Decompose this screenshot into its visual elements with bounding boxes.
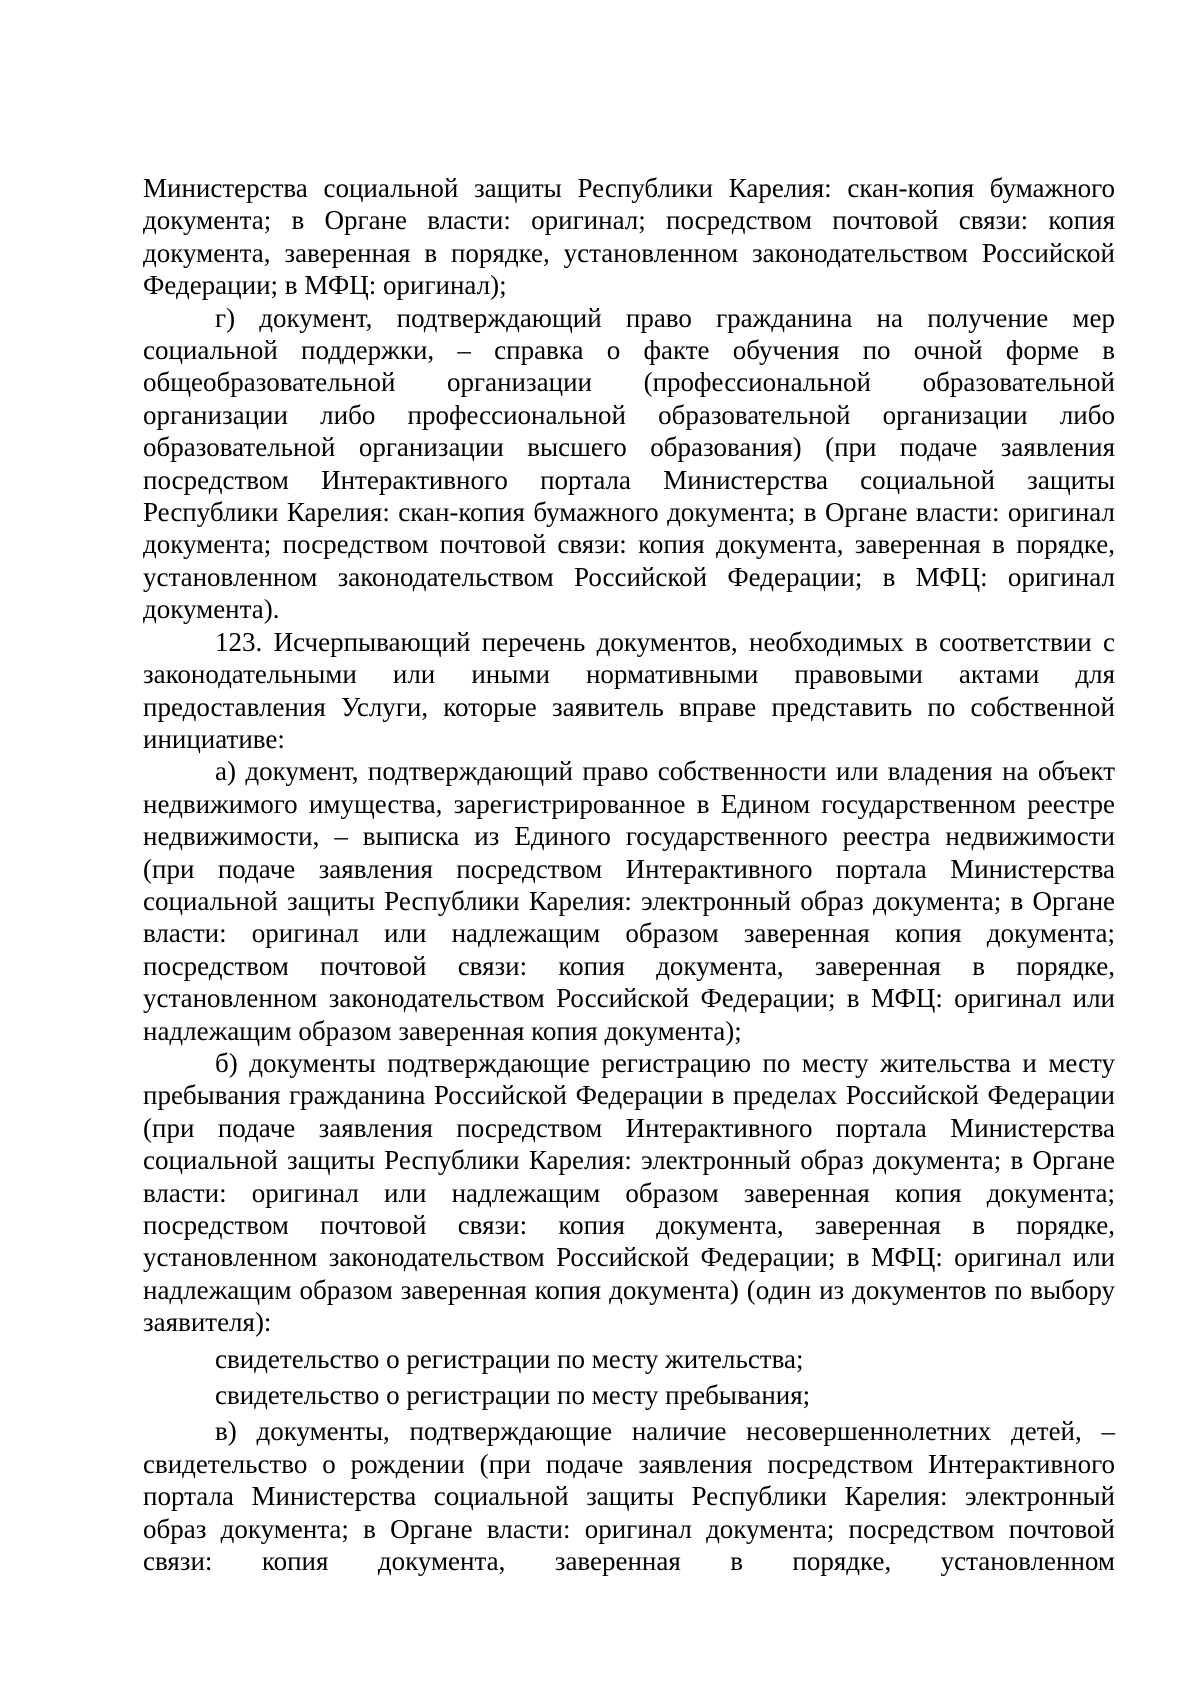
- paragraph-item-g: г) документ, подтверждающий право гражданина на получение мер социальной поддержки, – справка о факте обучения по очной форме в общеобразовательной организации (профессиональной образовательной организации либо профессиональной образовательной организации либо образовательной организации высшего образования) (при подаче заявления посредством Интерактивного портала Министерства социальной защиты Республики Карелия: скан-копия бумажного документа; в Органе власти: оригинал документа; посредством почтовой связи: копия документа, заверенная в порядке, установленном законодательством Российской Федерации; в МФЦ: оригинал документа).: [143, 302, 1115, 625]
- paragraph-item-v: в) документы, подтверждающие наличие несовершеннолетних детей, – свидетельство о рождении (при подаче заявления посредством Интерактивного портала Министерства социальной защиты Республики Карелия: электронный образ документа; в Органе власти: оригинал документа; посредством почтовой связи: копия документа, заверенная в порядке, установленном: [143, 1416, 1115, 1577]
- paragraph-item-b: б) документы подтверждающие регистрацию по месту жительства и месту пребывания гражданина Российской Федерации в пределах Российской Федерации (при подаче заявления посредством Интерактивного портала Министерства социальной защиты Республики Карелия: электронный образ документа; в Органе власти: оригинал или надлежащим образом заверенная копия документа; посредством почтовой связи: копия документа, заверенная в порядке, установленном законодательством Российской Федерации; в МФЦ: оригинал или надлежащим образом заверенная копия документа) (один из документов по выбору заявителя):: [143, 1047, 1115, 1338]
- paragraph-stay-certificate: свидетельство о регистрации по месту пребывания;: [215, 1380, 811, 1411]
- paragraph-item-a: а) документ, подтверждающий право собственности или владения на объект недвижимого имущества, зарегистрированное в Едином государственном реестре недвижимости, – выписка из Единого государственного реестра недвижимости (при подаче заявления посредством Интерактивного портала Министерства социальной защиты Республики Карелия: электронный образ документа; в Органе власти: оригинал или надлежащим образом заверенная копия документа; посредством почтовой связи: копия документа, заверенная в порядке, установленном законодательством Российской Федерации; в МФЦ: оригинал или надлежащим образом заверенная копия документа);: [143, 756, 1115, 1046]
- paragraph-clause-123: 123. Исчерпывающий перечень документов, необходимых в соответствии с законодательными или иными нормативными правовыми актами для предоставления Услуги, которые заявитель вправе представить по собственной инициативе:: [143, 626, 1115, 754]
- paragraph-residence-certificate: свидетельство о регистрации по месту жительства;: [215, 1343, 804, 1374]
- document-body: [143, 172, 1115, 1577]
- paragraph-continuation: Министерства социальной защиты Республики Карелия: скан-копия бумажного документа; в Органе власти: оригинал; посредством почтовой связи: копия документа, заверенная в порядке, установленном законодательством Российской Федерации; в МФЦ: оригинал);: [143, 173, 1115, 301]
